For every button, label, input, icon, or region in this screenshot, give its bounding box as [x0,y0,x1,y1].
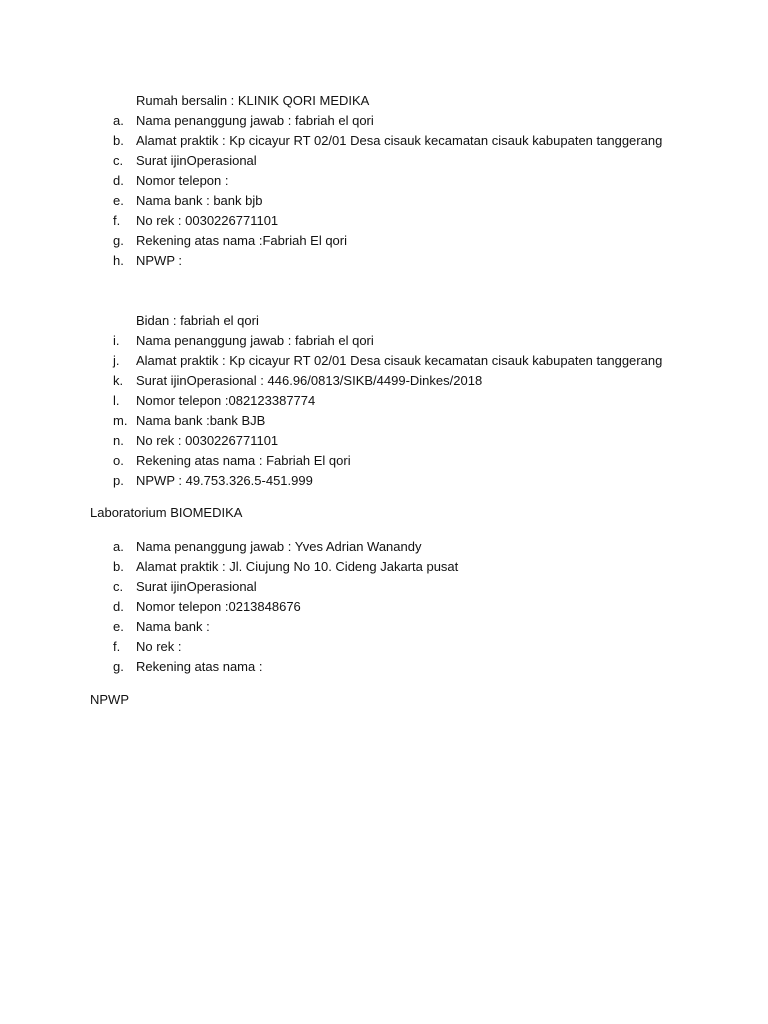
list-text: Rekening atas nama :Fabriah El qori [136,233,348,248]
list-item [0,657,768,677]
list-marker: e. [113,193,124,208]
list-text: NPWP : 49.753.326.5-451.999 [136,473,313,488]
list-marker: d. [113,173,124,188]
list-text: Nomor telepon : [136,173,229,188]
list-marker: e. [113,619,124,634]
section-heading: Laboratorium BIOMEDIKA [90,505,243,520]
section-list [0,331,768,491]
list-text: Alamat praktik : Jl. Ciujung No 10. Cideng Jakarta pusat [136,559,459,574]
list-marker: p. [113,473,124,488]
list-item [0,131,768,151]
section-heading: Bidan : fabriah el qori [136,313,259,328]
list-marker: i. [113,333,120,348]
list-marker: c. [113,579,124,594]
list-marker: b. [113,133,124,148]
list-item [0,577,768,597]
list-text: No rek : 0030226771101 [136,433,279,448]
list-text: Surat ijinOperasional : 446.96/0813/SIKB/4499-Dinkes/2018 [136,373,483,388]
list-marker: o. [113,453,124,468]
list-item [0,371,768,391]
list-text: Nama bank : [136,619,210,634]
list-text: Rekening atas nama : Fabriah El qori [136,453,351,468]
list-item [0,151,768,171]
list-text: Rekening atas nama : [136,659,263,674]
list-item [0,231,768,251]
list-item [0,171,768,191]
list-marker: g. [113,659,124,674]
section-list [0,111,768,271]
list-item [0,251,768,271]
list-text: Nama penanggung jawab : fabriah el qori [136,113,374,128]
list-marker: b. [113,559,124,574]
npwp-label: NPWP [90,692,129,707]
list-text: Alamat praktik : Kp cicayur RT 02/01 Desa cisauk kecamatan cisauk kabupaten tanggerang [136,133,663,148]
list-marker: m. [113,413,128,428]
list-marker: g. [113,233,124,248]
list-marker: j. [113,353,120,368]
list-marker: l. [113,393,120,408]
list-item [0,557,768,577]
list-item [0,111,768,131]
list-text: Nama bank :bank BJB [136,413,266,428]
list-item [0,617,768,637]
list-marker: d. [113,599,124,614]
list-text: Nama penanggung jawab : fabriah el qori [136,333,374,348]
list-text: Alamat praktik : Kp cicayur RT 02/01 Desa cisauk kecamatan cisauk kabupaten tanggerang [136,353,663,368]
list-item [0,211,768,231]
list-item [0,431,768,451]
list-text: NPWP : [136,253,182,268]
list-item [0,351,768,371]
list-marker: a. [113,539,124,554]
list-text: No rek : 0030226771101 [136,213,279,228]
list-text: Nama bank : bank bjb [136,193,263,208]
list-item [0,391,768,411]
list-text: No rek : [136,639,182,654]
list-text: Surat ijinOperasional [136,153,257,168]
list-item [0,597,768,617]
list-item [0,451,768,471]
list-item [0,331,768,351]
list-marker: a. [113,113,124,128]
list-item [0,537,768,557]
section-heading: Rumah bersalin : KLINIK QORI MEDIKA [136,93,370,108]
list-marker: n. [113,433,124,448]
list-item [0,411,768,431]
list-item [0,637,768,657]
list-text: Nomor telepon :082123387774 [136,393,316,408]
list-marker: f. [113,639,121,654]
list-text: Nama penanggung jawab : Yves Adrian Wanandy [136,539,422,554]
list-text: Nomor telepon :0213848676 [136,599,301,614]
list-item [0,471,768,491]
list-text: Surat ijinOperasional [136,579,257,594]
list-item [0,191,768,211]
list-marker: f. [113,213,121,228]
section-list [0,537,768,677]
list-marker: h. [113,253,124,268]
list-marker: c. [113,153,124,168]
list-marker: k. [113,373,124,388]
